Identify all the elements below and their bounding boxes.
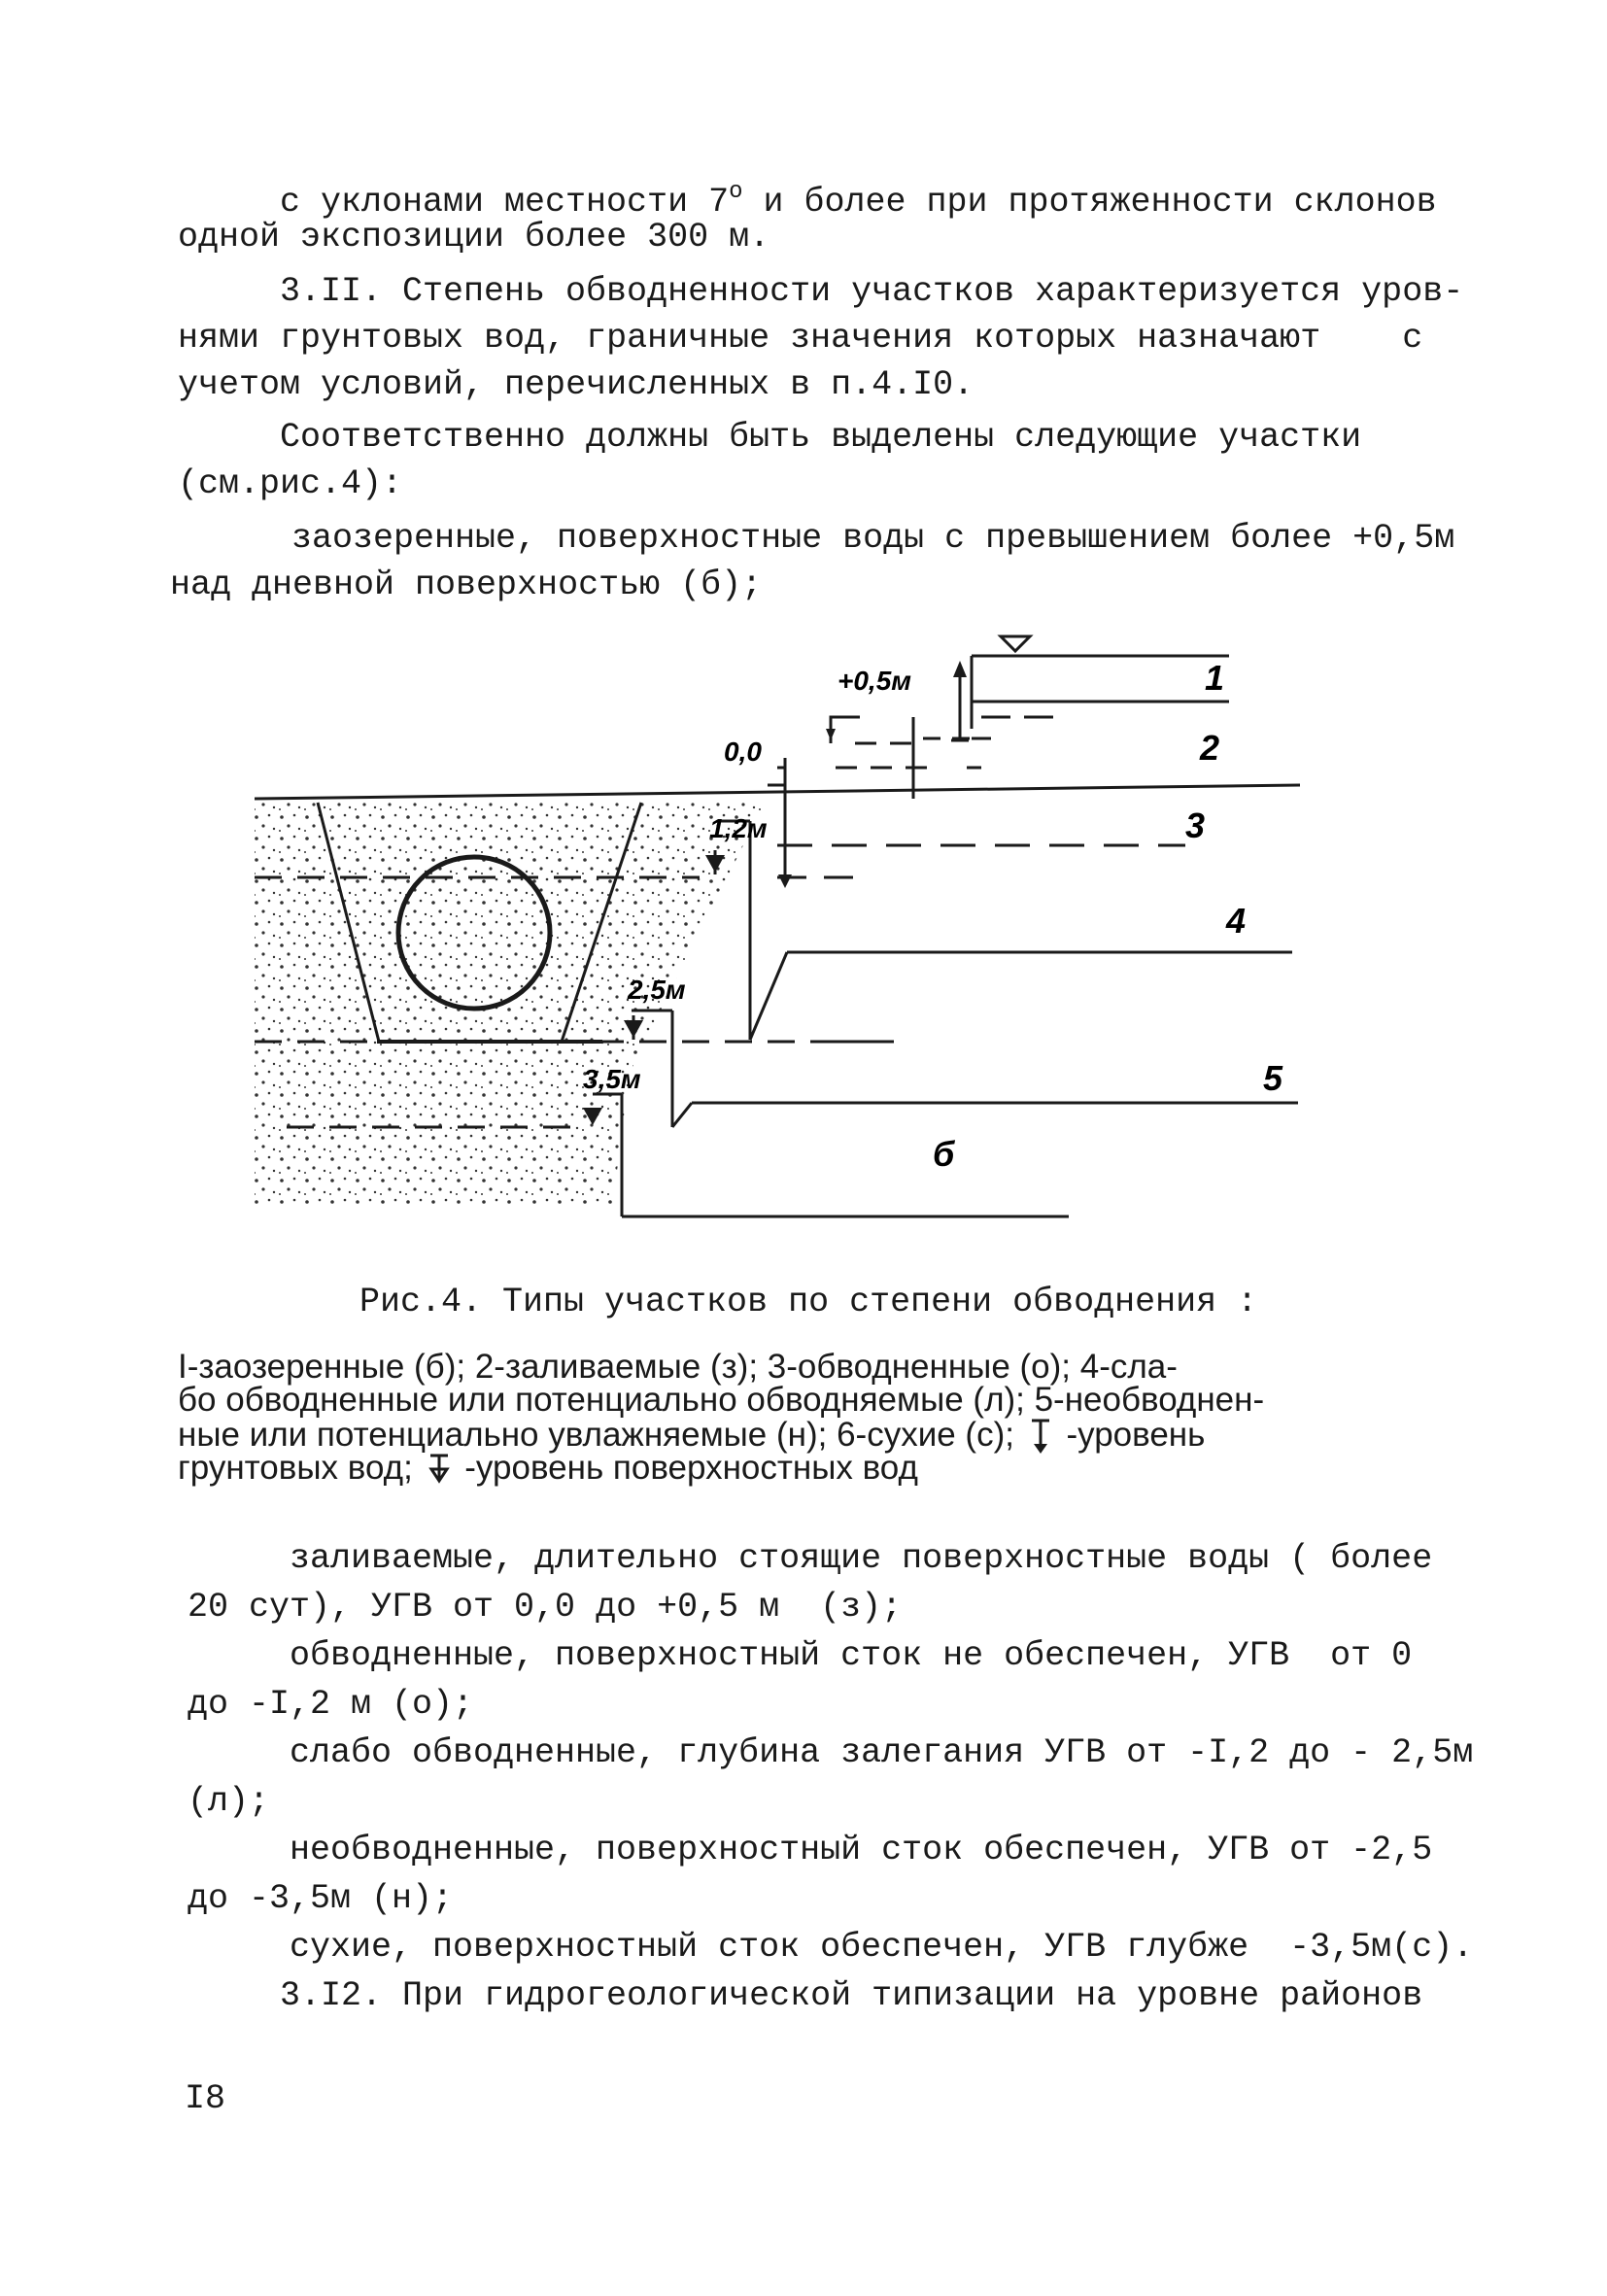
text-line: заозеренные, поверхностные воды с превышением более +0,5м [291,519,1455,558]
surface-water-level-icon [423,1450,456,1489]
zone-label-5: 5 [1263,1058,1283,1098]
text-line: над дневной поверхностью (б); [170,565,763,604]
text-line: до -3,5м (н); [188,1879,454,1918]
caption-line: бо обводненные или потенциально обводняемые (л); 5-необводнен- [178,1381,1265,1419]
text-line: необводненные, поверхностный сток обеспечен, УГВ от -2,5 [290,1831,1433,1869]
text-line: 20 сут), УГВ от 0,0 до +0,5 м (з); [188,1588,903,1627]
text-line: слабо обводненные, глубина залегания УГВ от -I,2 до - 2,5м [290,1733,1474,1772]
label-2-5m: 2,5м [628,975,686,1005]
groundwater-level-icon [1024,1417,1057,1456]
caption-line: ные или потенциально увлажняемые (н); 6-сухие (с); -уровень [178,1416,1206,1454]
text-line: Соответственно должны быть выделены следующие участки [280,418,1362,457]
text-line: до -I,2 м (о); [188,1685,474,1724]
label-1-2m: 1,2м [709,813,768,843]
caption-line: грунтовых вод; -уровень поверхностных вод [178,1449,918,1487]
text-line: заливаемые, длительно стоящие поверхностные воды ( более [290,1539,1433,1578]
zone-label-1: 1 [1205,658,1225,698]
zone-label-4: 4 [1226,901,1247,941]
label-zero: 0,0 [724,737,762,767]
zone-label-3: 3 [1185,805,1206,845]
figure-caption-title: Рис.4. Типы участков по степени обводнения : [359,1283,1258,1321]
text-line: сухие, поверхностный сток обеспечен, УГВ глубже -3,5м(с). [290,1928,1474,1967]
text-line: нями грунтовых вод, граничные значения которых назначают с [178,319,1423,358]
text-line: одной экспозиции более 300 м. [178,218,770,257]
label-3-5m: 3,5м [583,1064,641,1094]
page-number: I8 [185,2079,226,2118]
caption-line: I-заозеренные (б); 2-заливаемые (з); 3-обводненные (о); 4-сла- [178,1348,1178,1386]
text-line: 3.II. Степень обводненности участков характеризуется уров- [280,272,1464,311]
zone-label-6: б [933,1134,955,1174]
zone-label-2: 2 [1200,728,1220,768]
text-line: учетом условий, перечисленных в п.4.I0. [178,365,974,404]
text-line: обводненные, поверхностный сток не обеспечен, УГВ от 0 [290,1636,1413,1675]
label-plus05: +0,5м [838,666,911,696]
text-line: 3.I2. При гидрогеологической типизации на уровне районов [280,1976,1423,2015]
text-line: (л); [188,1782,270,1821]
text-line: (см.рис.4): [178,464,403,503]
text-line: с уклонами местности $7^о$ и более при протяженности склонов [280,179,1437,222]
